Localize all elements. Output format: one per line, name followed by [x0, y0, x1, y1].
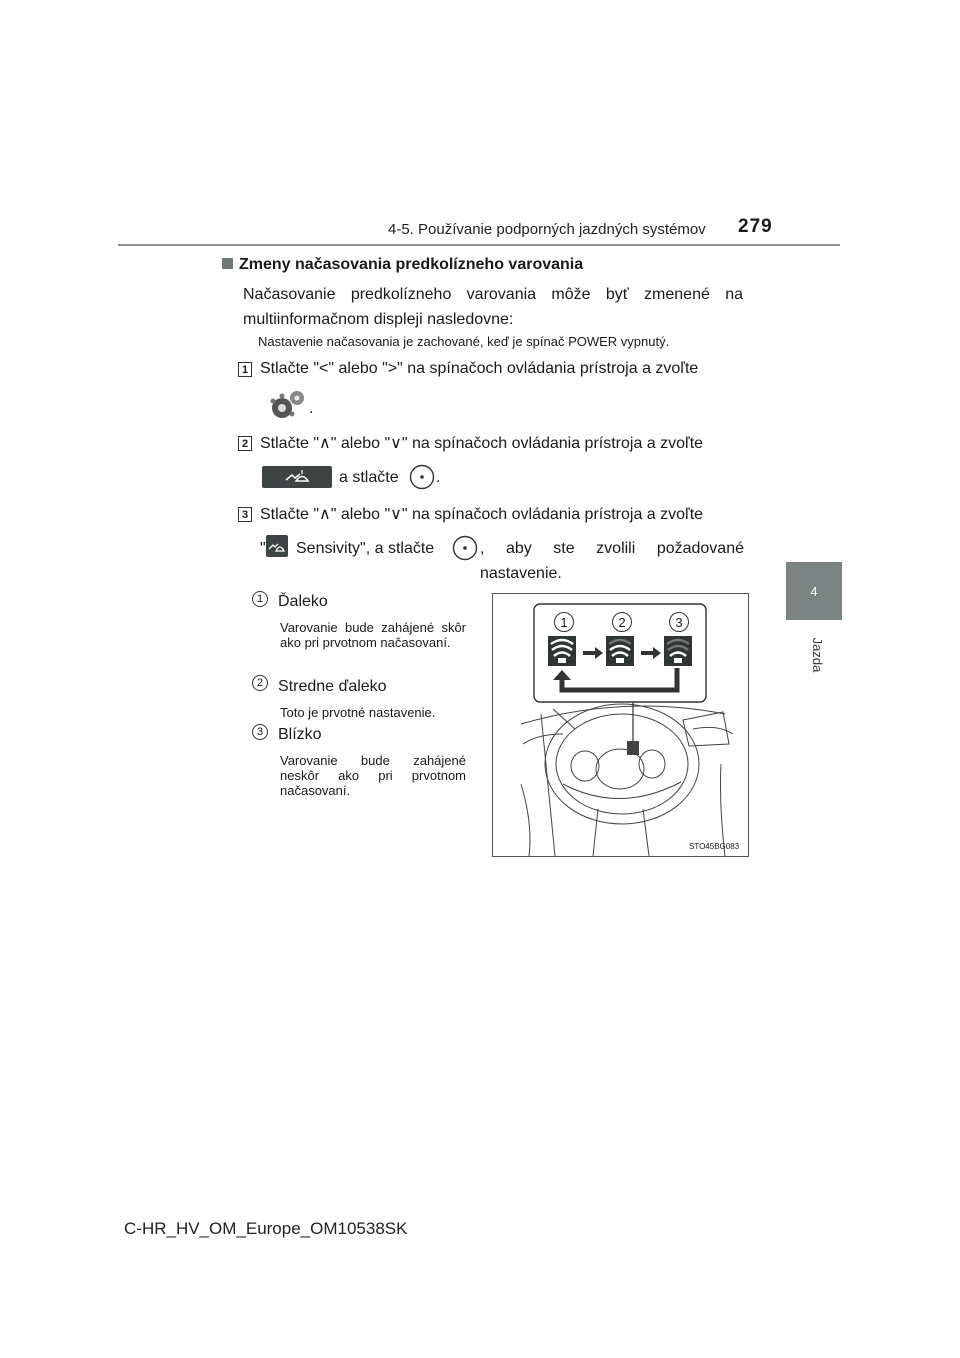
step-3-text: Stlačte "∧" alebo "∨" na spínačoch ovládania prístroja a zvoľte [260, 506, 704, 523]
header-divider [118, 244, 840, 246]
step-3-after-a [480, 536, 744, 586]
option-3-title: Blízko [278, 726, 322, 743]
sensitivity-near-icon [664, 636, 692, 671]
step-3-quote: " [260, 540, 266, 557]
illustration-figure [492, 593, 749, 857]
step-2-after: a stlačte [339, 469, 399, 486]
note-text: Nastavenie načasovania je zachované, keď je spínač POWER vypnutý. [258, 334, 670, 349]
option-number-1: 1 [252, 591, 268, 607]
pcs-small-icon [266, 535, 288, 557]
chapter-tab: 4 [786, 562, 842, 620]
figure-label-3: 3 [669, 612, 689, 632]
page-number: 279 [738, 216, 773, 237]
arrow-right-icon [641, 646, 661, 664]
step-3-sensitivity: Sensivity", a stlačte [296, 540, 435, 557]
step-3-after: , aby ste zvolili požadované nastavenie. [480, 540, 744, 582]
option-2-title: Stredne ďaleko [278, 678, 387, 695]
option-2-desc: Toto je prvotné nastavenie. [280, 705, 436, 720]
option-3-desc: Varovanie bude zahájené neskôr ako pri prvotnom načasovaní. [280, 753, 466, 798]
step-2-end: . [436, 469, 441, 486]
step-1-after: . [309, 400, 314, 417]
section-heading [222, 256, 583, 274]
intro-paragraph: Načasovanie predkolízneho varovania môže byť zmenené na multiinformačnom displeji nasledovne: [243, 286, 743, 328]
step-number-1: 1 [238, 362, 252, 377]
chapter-label: Jazda [810, 637, 825, 673]
figure-code: STO45BG083 [689, 842, 740, 851]
sensitivity-far-icon [548, 636, 576, 671]
ok-switch-icon [452, 535, 478, 561]
arrow-right-icon [583, 646, 603, 664]
step-number-2: 2 [238, 436, 252, 451]
figure-label-1: 1 [554, 612, 574, 632]
option-1-title: Ďaleko [278, 593, 328, 610]
section-heading-text: Zmeny načasovania predkolízneho varovania [239, 256, 584, 273]
option-1-desc: Varovanie bude zahájené skôr ako pri prvotnom načasovaní. [280, 620, 466, 650]
option-number-2: 2 [252, 675, 268, 691]
header-section-title: 4-5. Používanie podporných jazdných systémov [388, 221, 706, 238]
document-footer-id: C-HR_HV_OM_Europe_OM10538SK [124, 1219, 408, 1238]
sensitivity-middle-icon [606, 636, 634, 671]
step-2-text: Stlačte "∧" alebo "∨" na spínačoch ovládania prístroja a zvoľte [260, 435, 704, 452]
square-bullet-icon [222, 258, 233, 269]
step-1-text: Stlačte "<" alebo ">" na spínačoch ovládania prístroja a zvoľte [260, 360, 699, 377]
gear-settings-icon [268, 388, 308, 422]
ok-switch-icon [409, 464, 435, 490]
option-number-3: 3 [252, 724, 268, 740]
figure-label-2: 2 [612, 612, 632, 632]
step-number-3: 3 [238, 507, 252, 522]
loop-back-arrow-icon [553, 668, 683, 701]
pcs-menu-button-icon [262, 466, 332, 488]
